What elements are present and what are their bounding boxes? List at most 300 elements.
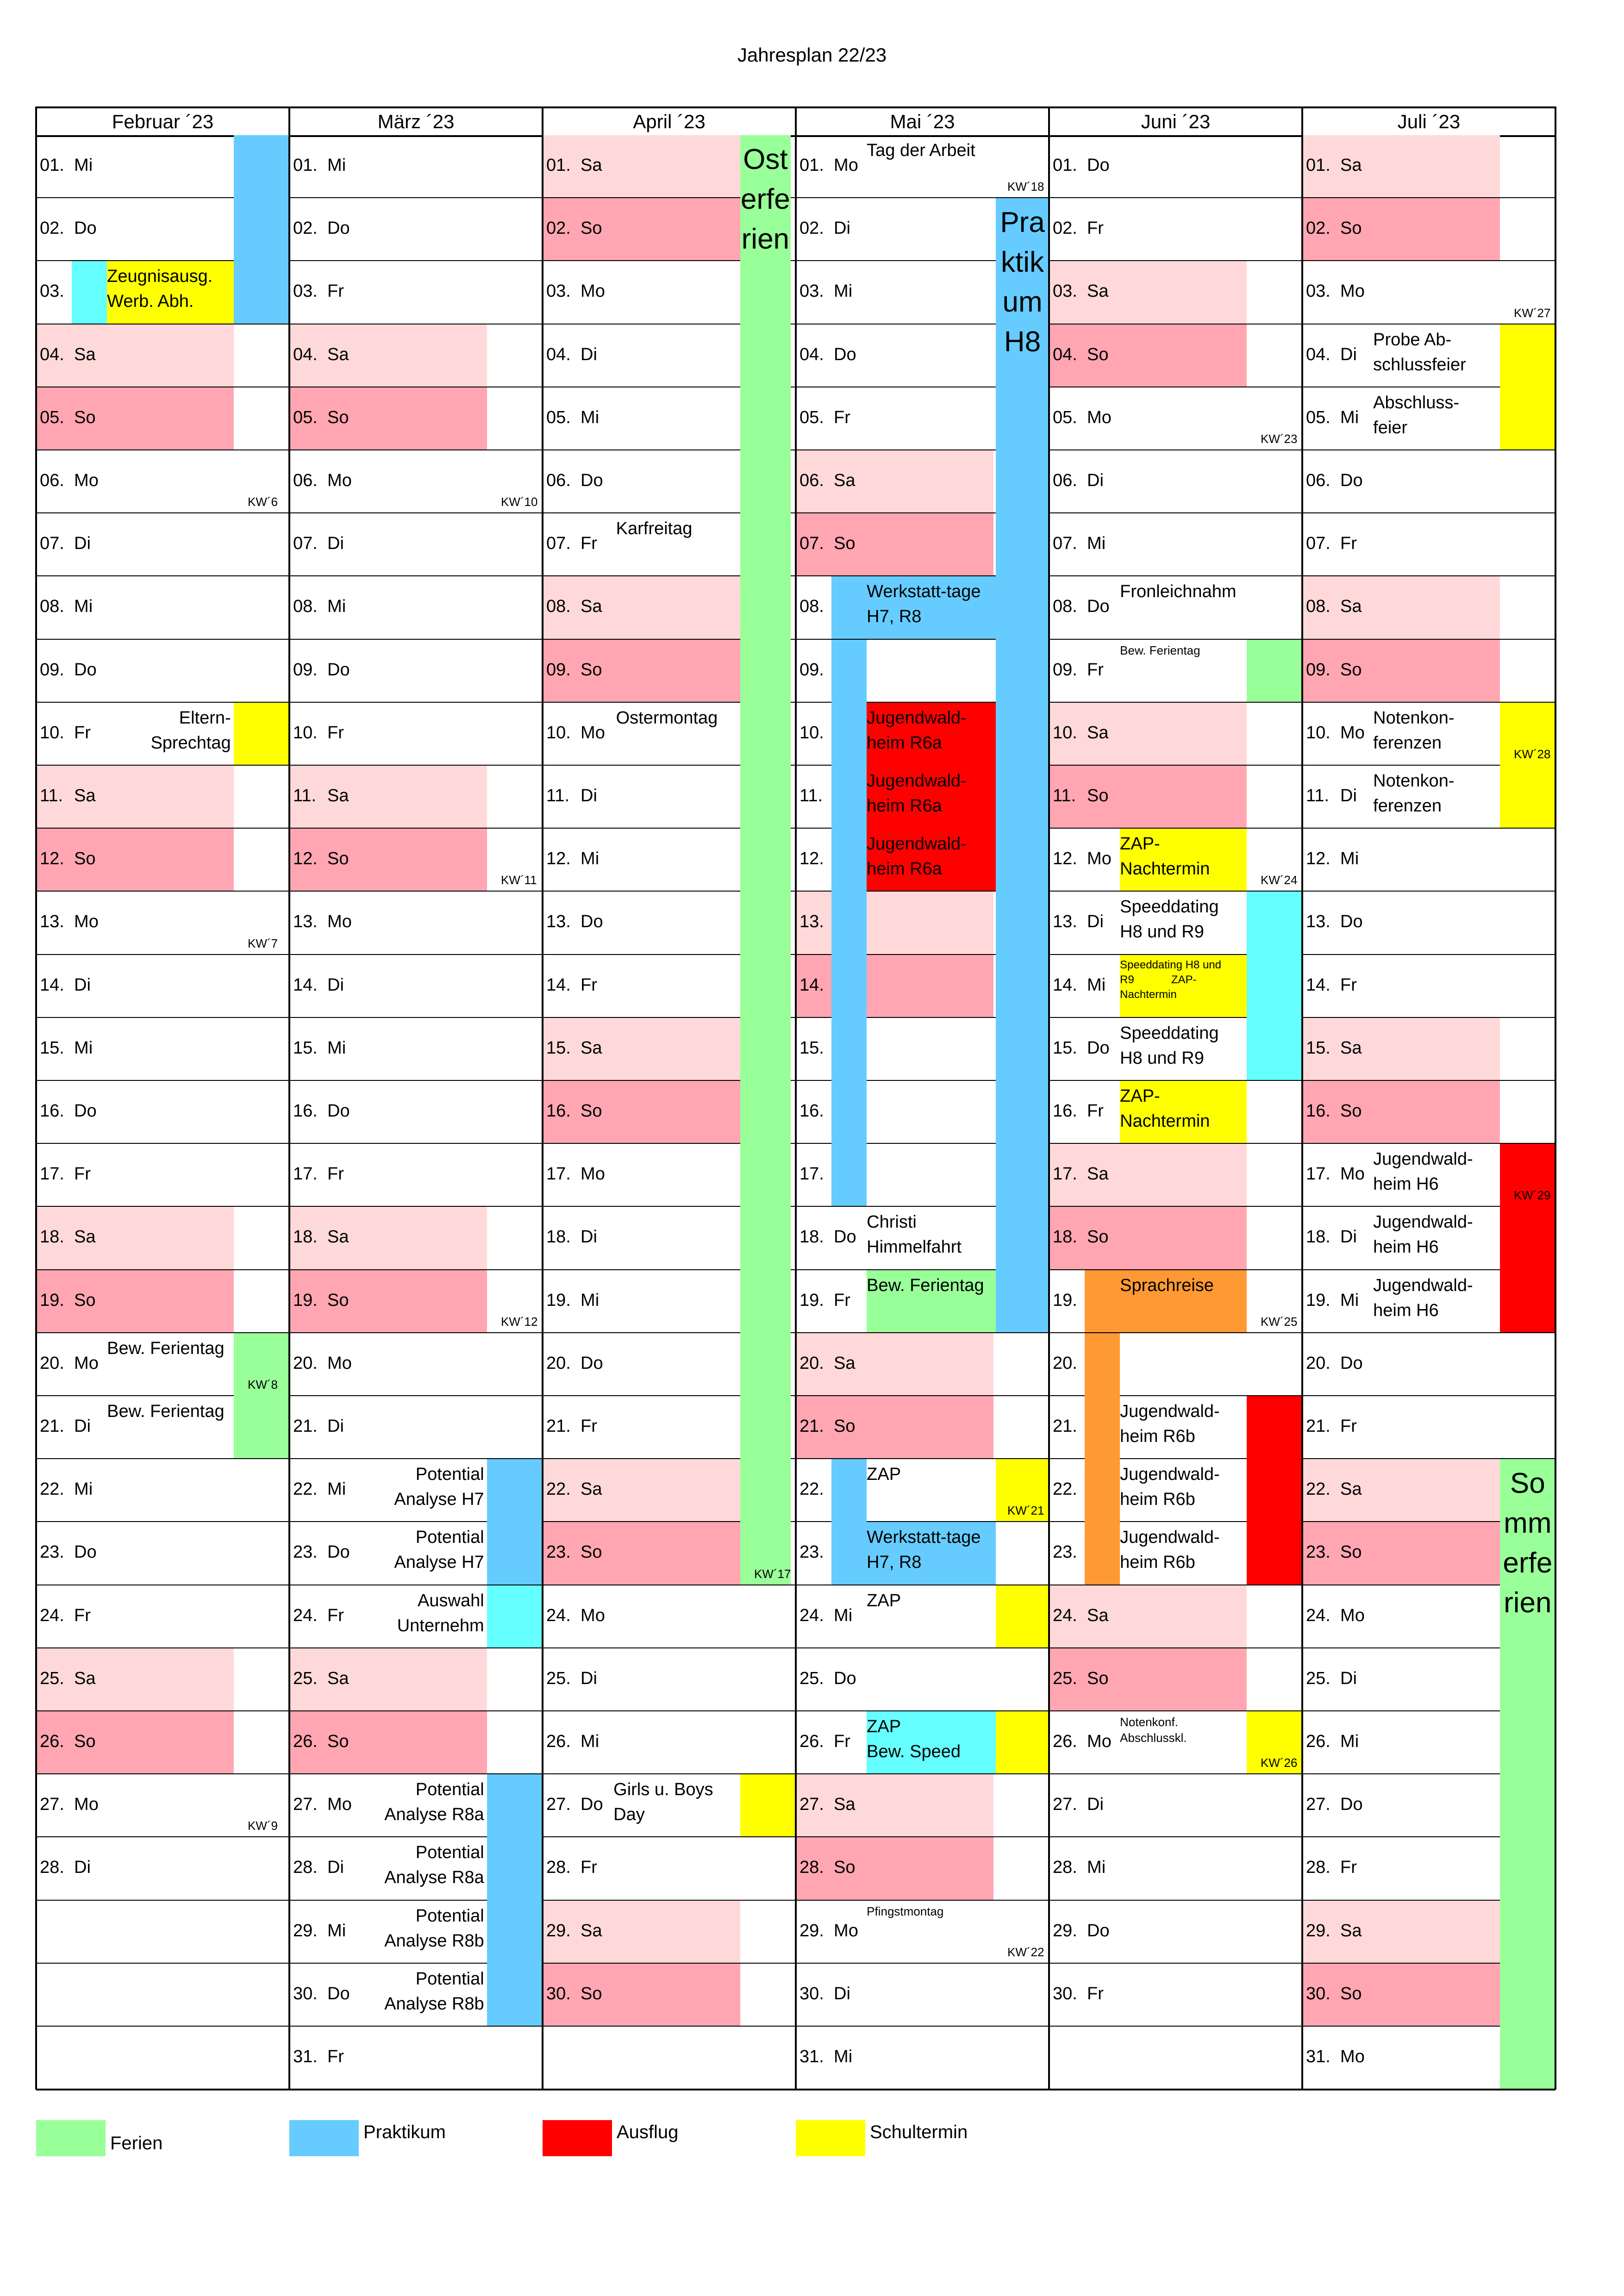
day-number: 22. (293, 1479, 318, 1499)
vertical-band-label: Sommerferien (1503, 1467, 1553, 1619)
day-number: 01. (1053, 156, 1077, 175)
day-number: 21. (40, 1416, 64, 1436)
day-number: 04. (1306, 344, 1330, 364)
weekday: Do (1087, 1038, 1110, 1058)
month-header: Juni ´23 (1049, 106, 1302, 137)
day-number: 28. (1053, 1858, 1077, 1878)
weekday: Mi (74, 156, 93, 175)
weekday: Di (1340, 344, 1357, 364)
day-number: 20. (40, 1353, 64, 1373)
day-number: 09. (293, 660, 318, 680)
weekday: Do (834, 1668, 856, 1688)
day-number: 16. (293, 1101, 318, 1121)
weekday: Mo (74, 1353, 99, 1373)
sunday-shade (796, 1837, 993, 1899)
day-number: 24. (1053, 1605, 1077, 1625)
day-number: 04. (293, 344, 318, 364)
day-number: 07. (546, 534, 571, 554)
day-number: 10. (1306, 723, 1330, 742)
weekday: Mi (834, 2047, 853, 2067)
weekday: Do (1340, 1795, 1363, 1815)
day-number: 18. (800, 1227, 824, 1247)
day-number: 26. (293, 1732, 318, 1752)
weekday: Do (834, 1227, 856, 1247)
weekday: Fr (834, 407, 850, 427)
sunday-shade (1302, 1081, 1500, 1143)
day-number: 01. (1306, 156, 1330, 175)
weekday: Sa (1087, 281, 1109, 301)
event-label: Notenkonf. Abschlusskl. (1120, 1715, 1187, 1745)
weekday: So (1340, 1542, 1362, 1562)
weekday: Do (74, 660, 97, 680)
weekday: Do (74, 1101, 97, 1121)
day-number: 25. (40, 1668, 64, 1688)
weekday: So (581, 218, 602, 238)
day-number: 17. (546, 1164, 571, 1184)
weekday: Fr (1340, 1416, 1357, 1436)
page-title: Jahresplan 22/23 (737, 44, 887, 66)
weekday: Mi (834, 281, 853, 301)
event-label: Bew. Ferientag (107, 1338, 225, 1358)
saturday-shade (1049, 1585, 1247, 1647)
weekday: Fr (1340, 975, 1357, 995)
day-number: 22. (546, 1479, 571, 1499)
weekday: Di (581, 344, 597, 364)
weekday: So (1340, 1101, 1362, 1121)
day-number: 17. (1053, 1164, 1077, 1184)
day-number: 30. (1306, 1984, 1330, 2003)
day-number: 02. (1053, 218, 1077, 238)
event-label: Potential Analyse R8b (384, 1969, 484, 2014)
weekday: Mi (1087, 975, 1106, 995)
day-number: 12. (546, 849, 571, 869)
calendar-week-label: KW´6 (248, 495, 278, 509)
day-number: 02. (546, 218, 571, 238)
day-number: 26. (1306, 1732, 1330, 1752)
weekday: Fr (1087, 1101, 1104, 1121)
day-number: 04. (800, 344, 824, 364)
event-label: Fronleichnahm (1120, 582, 1237, 602)
day-number: 19. (1053, 1290, 1077, 1310)
sunday-shade (289, 1711, 487, 1773)
day-number: 13. (1053, 912, 1077, 932)
event-label: Pfingstmontag (867, 1904, 944, 1918)
month-header: Februar ´23 (36, 106, 289, 137)
month-header: Mai ´23 (796, 106, 1049, 137)
calendar-week-label: KW´21 (1007, 1504, 1044, 1518)
day-number: 18. (40, 1227, 64, 1247)
day-number: 28. (293, 1858, 318, 1878)
day-number: 18. (293, 1227, 318, 1247)
weekday: Di (327, 975, 344, 995)
day-number: 02. (800, 218, 824, 238)
month-header: April ´23 (543, 106, 796, 137)
weekday: Fr (581, 534, 597, 554)
legend-swatch (289, 2120, 359, 2156)
calendar-week-label: KW´18 (1007, 180, 1044, 194)
day-row (289, 198, 543, 261)
event-color-block (72, 261, 107, 323)
weekday: Mi (1340, 849, 1359, 869)
event-label: Sprachreise (1120, 1275, 1214, 1295)
day-number: 01. (293, 156, 318, 175)
weekday: Di (74, 534, 91, 554)
weekday: Sa (1340, 1038, 1362, 1058)
weekday: So (1087, 1227, 1109, 1247)
event-label: Tag der Arbeit (867, 141, 975, 160)
day-number: 22. (40, 1479, 64, 1499)
weekday: Do (1340, 1353, 1363, 1373)
weekday: Sa (581, 597, 602, 617)
event-label: ZAP Bew. Speed (867, 1717, 961, 1761)
legend-swatch (36, 2120, 106, 2156)
day-number: 08. (546, 597, 571, 617)
saturday-shade (1049, 703, 1247, 765)
sunday-shade (1302, 1964, 1500, 2026)
saturday-shade (289, 1207, 487, 1269)
day-number: 11. (293, 786, 317, 806)
day-number: 20. (1053, 1353, 1077, 1373)
weekday: So (327, 849, 349, 869)
day-number: 21. (546, 1416, 571, 1436)
day-number: 06. (1053, 471, 1077, 491)
day-number: 17. (800, 1164, 824, 1184)
column-divider (795, 106, 797, 2090)
day-number: 08. (1053, 597, 1077, 617)
day-row (1302, 135, 1555, 198)
day-number: 20. (293, 1353, 318, 1373)
event-label: Ostermontag (616, 708, 718, 728)
weekday: Sa (1087, 723, 1109, 742)
event-color-block (1085, 1333, 1120, 1585)
day-number: 29. (800, 1921, 824, 1940)
weekday: Di (1340, 1668, 1357, 1688)
day-number: 17. (293, 1164, 318, 1184)
weekday: So (834, 1416, 856, 1436)
day-row (289, 261, 543, 324)
weekday: Sa (834, 1795, 856, 1815)
weekday: Fr (74, 1605, 91, 1625)
weekday: So (327, 1732, 349, 1752)
sunday-shade (289, 829, 487, 891)
day-number: 12. (293, 849, 318, 869)
weekday: So (1087, 344, 1109, 364)
day-number: 18. (546, 1227, 571, 1247)
legend-label: Ausflug (617, 2122, 679, 2142)
saturday-shade (543, 1901, 740, 1963)
column-divider (1301, 106, 1303, 2090)
day-number: 03. (1053, 281, 1077, 301)
weekday: So (834, 1858, 856, 1878)
event-label: Jugendwald- heim R6b (1120, 1402, 1220, 1446)
event-label: Jugendwald- heim R6b (1120, 1465, 1220, 1510)
weekday: Mo (327, 1795, 352, 1815)
saturday-shade (1302, 576, 1500, 638)
legend-label: Praktikum (363, 2122, 446, 2142)
day-number: 03. (40, 281, 64, 301)
weekday: Do (74, 1542, 97, 1562)
day-number: 14. (293, 975, 318, 995)
day-number: 25. (1053, 1668, 1077, 1688)
weekday: Fr (327, 723, 344, 742)
day-number: 26. (546, 1732, 571, 1752)
day-number: 29. (546, 1921, 571, 1940)
day-number: 11. (800, 786, 823, 806)
weekday: Sa (1340, 1479, 1362, 1499)
weekday: Di (74, 975, 91, 995)
weekday: Fr (1340, 534, 1357, 554)
day-number: 18. (1053, 1227, 1077, 1247)
day-number: 18. (1306, 1227, 1330, 1247)
weekday: Mo (1087, 1732, 1112, 1752)
event-label: ZAP- Nachtermin (1120, 1086, 1210, 1131)
day-number: 08. (293, 597, 318, 617)
weekday: Fr (327, 2047, 344, 2067)
day-number: 17. (1306, 1164, 1330, 1184)
day-number: 19. (40, 1290, 64, 1310)
day-number: 19. (293, 1290, 318, 1310)
weekday: So (1087, 786, 1109, 806)
weekday: Sa (327, 1227, 349, 1247)
saturday-shade (543, 1459, 740, 1521)
day-number: 04. (1053, 344, 1077, 364)
day-number: 29. (1053, 1921, 1077, 1940)
day-number: 08. (40, 597, 64, 617)
weekday: So (74, 1732, 96, 1752)
weekday: Fr (327, 281, 344, 301)
weekday: Mi (834, 1605, 853, 1625)
day-number: 19. (1306, 1290, 1330, 1310)
weekday: Di (834, 1984, 850, 2003)
day-number: 15. (1306, 1038, 1330, 1058)
vertical-band-label: Praktikum H8 (1000, 206, 1045, 358)
event-label: Christi Himmelfahrt (867, 1212, 962, 1257)
event-color-block (831, 1459, 867, 1584)
weekday: Fr (581, 1858, 597, 1878)
saturday-shade (1302, 135, 1500, 197)
legend-label: Ferien (110, 2133, 163, 2153)
event-label: Speeddating H8 und R9 (1120, 897, 1219, 942)
day-number: 08. (800, 597, 824, 617)
saturday-shade (796, 450, 993, 512)
day-number: 16. (1053, 1101, 1077, 1121)
day-number: 21. (1306, 1416, 1330, 1436)
saturday-shade (36, 324, 234, 387)
day-number: 07. (1306, 534, 1330, 554)
weekday: Fr (327, 1605, 344, 1625)
sunday-shade (36, 387, 234, 449)
sunday-shade (543, 1522, 740, 1584)
day-number: 06. (546, 471, 571, 491)
sunday-shade (1302, 640, 1500, 702)
day-row (1049, 261, 1302, 324)
day-number: 23. (1053, 1542, 1077, 1562)
weekday: Mo (581, 723, 605, 742)
weekday: Fr (581, 1416, 597, 1436)
day-number: 28. (1306, 1858, 1330, 1878)
sunday-shade (543, 1081, 740, 1143)
day-number: 31. (1306, 2047, 1330, 2067)
day-number: 28. (800, 1858, 824, 1878)
day-number: 30. (546, 1984, 571, 2003)
weekday: So (581, 1101, 602, 1121)
event-label: Potential Analyse R8a (384, 1843, 484, 1888)
event-label: Jugendwald- heim R6a (867, 834, 967, 879)
day-number: 19. (800, 1290, 824, 1310)
day-number: 12. (800, 849, 824, 869)
weekday: Mo (1087, 849, 1112, 869)
day-number: 04. (546, 344, 571, 364)
weekday: Mo (1340, 1164, 1365, 1184)
weekday: So (327, 407, 349, 427)
weekday: Mo (581, 281, 605, 301)
weekday: Do (581, 471, 603, 491)
day-number: 10. (800, 723, 824, 742)
weekday: Sa (1340, 156, 1362, 175)
day-number: 30. (293, 1984, 318, 2003)
saturday-shade (796, 892, 993, 954)
day-number: 15. (800, 1038, 824, 1058)
weekday: Mi (74, 597, 93, 617)
day-number: 07. (40, 534, 64, 554)
weekday: Sa (834, 1353, 856, 1373)
event-label: Potential Analyse H7 (394, 1528, 484, 1572)
legend-label: Schultermin (870, 2122, 968, 2142)
weekday: Mi (1340, 1732, 1359, 1752)
weekday: So (74, 849, 96, 869)
day-number: 14. (40, 975, 64, 995)
month-header: Juli ´23 (1302, 106, 1555, 137)
saturday-shade (289, 766, 487, 828)
event-label: Jugendwald- heim R6a (867, 708, 967, 753)
saturday-shade (36, 766, 234, 828)
day-number: 03. (546, 281, 571, 301)
day-number: 24. (800, 1605, 824, 1625)
saturday-shade (796, 1333, 993, 1395)
day-number: 15. (293, 1038, 318, 1058)
weekday: Mo (1340, 281, 1365, 301)
sunday-shade (1049, 324, 1247, 387)
sunday-shade (289, 1270, 487, 1332)
day-number: 24. (40, 1605, 64, 1625)
day-number: 25. (546, 1668, 571, 1688)
sunday-shade (796, 513, 993, 575)
weekday: Mo (327, 471, 352, 491)
month-header: März ´23 (289, 106, 543, 137)
day-number: 01. (800, 156, 824, 175)
day-number: 15. (1053, 1038, 1077, 1058)
sunday-shade (1049, 1207, 1247, 1269)
calendar-week-label: KW´25 (1261, 1314, 1298, 1329)
day-number: 26. (1053, 1732, 1077, 1752)
event-label: Bew. Ferientag (107, 1402, 225, 1421)
sunday-shade (1302, 1522, 1500, 1584)
weekday: Do (834, 344, 856, 364)
weekday: Do (1087, 597, 1110, 617)
weekday: So (1087, 1668, 1109, 1688)
weekday: Di (834, 218, 850, 238)
day-number: 06. (293, 471, 318, 491)
weekday: Di (327, 534, 344, 554)
weekday: Mi (327, 1038, 346, 1058)
day-number: 07. (1053, 534, 1077, 554)
weekday: Do (74, 218, 97, 238)
weekday: Mi (74, 1479, 93, 1499)
event-label: Auswahl Unternehm (397, 1591, 484, 1635)
day-number: 13. (293, 912, 318, 932)
weekday: Do (327, 218, 350, 238)
weekday: Di (1340, 1227, 1357, 1247)
event-label: Jugendwald- heim H6 (1373, 1275, 1473, 1320)
event-label: Notenkon- ferenzen (1373, 771, 1455, 816)
saturday-shade (796, 1774, 993, 1836)
day-row (1302, 198, 1555, 261)
day-number: 09. (546, 660, 571, 680)
day-number: 09. (1053, 660, 1077, 680)
weekday: Mi (1340, 1290, 1359, 1310)
day-number: 20. (1306, 1353, 1330, 1373)
weekday: Di (581, 1668, 597, 1688)
day-row (36, 387, 289, 450)
weekday: So (74, 407, 96, 427)
day-number: 11. (1053, 786, 1076, 806)
day-number: 02. (1306, 218, 1330, 238)
day-number: 05. (1053, 407, 1077, 427)
saturday-shade (36, 1648, 234, 1710)
event-label: ZAP- Nachtermin (1120, 834, 1210, 879)
weekday: Di (1340, 786, 1357, 806)
weekday: Do (1087, 1921, 1110, 1940)
grid-bottom-border (36, 2089, 1555, 2090)
event-label: Zeugnisausg. Werb. Abh. (107, 267, 213, 312)
saturday-shade (36, 1207, 234, 1269)
sunday-shade (36, 1270, 234, 1332)
weekday: Do (581, 912, 603, 932)
day-number: 19. (546, 1290, 571, 1310)
day-number: 06. (40, 471, 64, 491)
day-number: 03. (800, 281, 824, 301)
day-number: 09. (1306, 660, 1330, 680)
sunday-shade (36, 829, 234, 891)
weekday: Do (327, 1101, 350, 1121)
weekday: Sa (74, 1227, 96, 1247)
weekday: Sa (581, 1038, 602, 1058)
weekday: Do (327, 660, 350, 680)
day-number: 02. (40, 218, 64, 238)
day-number: 21. (293, 1416, 318, 1436)
weekday: Mo (327, 912, 352, 932)
day-row (36, 324, 289, 387)
saturday-shade (543, 135, 740, 197)
calendar-week-label: KW´9 (248, 1819, 278, 1833)
day-number: 21. (800, 1416, 824, 1436)
weekday: Sa (581, 156, 602, 175)
weekday: Do (581, 1795, 603, 1815)
day-number: 13. (546, 912, 571, 932)
day-row (1049, 324, 1302, 387)
day-number: 03. (1306, 281, 1330, 301)
day-number: 03. (293, 281, 318, 301)
calendar-week-label: KW´12 (501, 1314, 538, 1329)
event-color-block (740, 135, 791, 1585)
weekday: Fr (74, 723, 91, 742)
calendar-week-label: KW´26 (1261, 1756, 1298, 1770)
weekday: Mo (74, 912, 99, 932)
day-number: 25. (1306, 1668, 1330, 1688)
event-label: ZAP (867, 1591, 901, 1610)
weekday: Mi (327, 1921, 346, 1940)
weekday: Di (581, 786, 597, 806)
